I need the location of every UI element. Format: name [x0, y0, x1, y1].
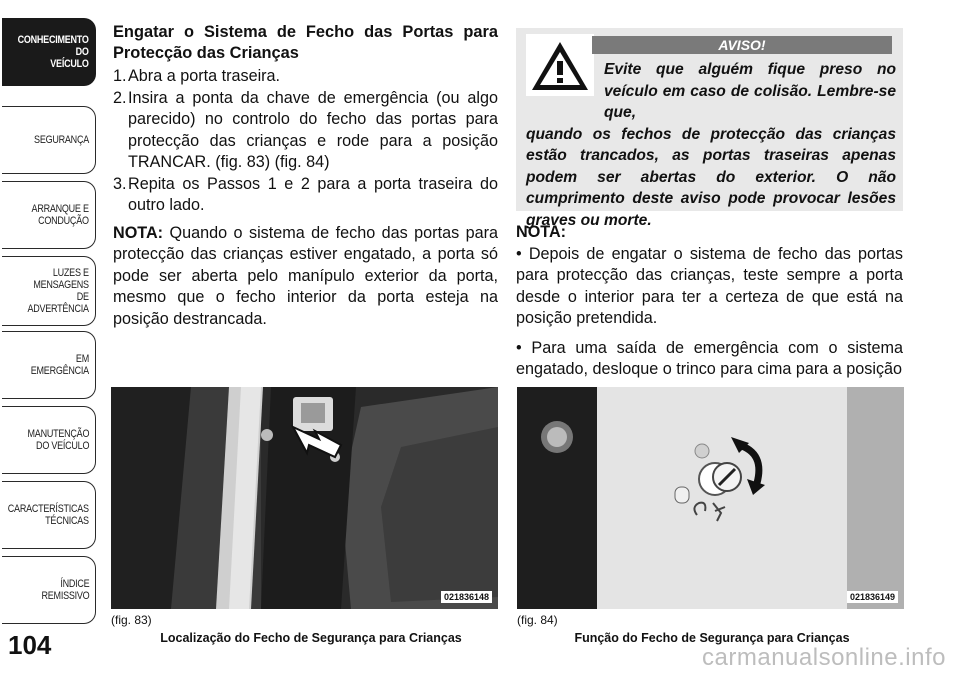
watermark: carmanualsonline.info	[702, 644, 946, 671]
figure-code: 021836148	[441, 591, 492, 603]
warning-box	[516, 28, 903, 229]
lock-control-illustration	[517, 387, 904, 609]
step-item	[113, 174, 498, 217]
tab-arranque-e-conducao[interactable]	[2, 181, 96, 249]
tab-label: MANUTENÇÃO DO VEÍCULO	[27, 428, 89, 452]
step-text: Repita os Passos 1 e 2 para a porta traseira do outro lado.	[128, 174, 498, 214]
tab-luzes-e-mensagens[interactable]	[2, 256, 96, 326]
tab-label: ARRANQUE E CONDUÇÃO	[31, 203, 89, 227]
figure-code: 021836149	[847, 591, 898, 603]
note-label: NOTA:	[113, 223, 164, 242]
warning-title: AVISO!	[592, 36, 892, 54]
right-column	[516, 222, 903, 389]
step-text: Abra a porta traseira.	[128, 67, 281, 85]
tab-label: ÍNDICE REMISSIVO	[41, 578, 89, 602]
warning-text-rest: quando os fechos de protecção das crianças estão trancados, as portas traseiras apenas podem ser abertas do exterior. O não cumprimento deste aviso pode provocar lesões graves ou morte.	[526, 125, 896, 229]
tab-caracteristicas-tecnicas[interactable]	[2, 481, 96, 549]
step-item	[113, 88, 498, 174]
step-item	[113, 66, 498, 88]
tab-manutencao-do-veiculo[interactable]	[2, 406, 96, 474]
section-heading: Engatar o Sistema de Fecho das Portas para Protecção das Crianças	[113, 23, 498, 62]
figure-caption: Localização do Fecho de Segurança para Crianças	[160, 631, 462, 645]
note-text: Quando o sistema de fecho das portas para protecção das crianças estiver engatado, a porta só pode ser aberta pelo manípulo exterior da porta, mesmo que o fecho interior da porta esteja na posição destrancada.	[113, 223, 499, 328]
step-number: 1.	[113, 67, 127, 85]
tab-seguranca[interactable]	[2, 106, 96, 174]
step-text: Insira a ponta da chave de emergência (ou algo parecido) no controlo do fecho das portas para protecção das crianças e rode para a posição TRANCAR. (fig. 83) (fig. 84)	[128, 88, 498, 171]
tab-conhecimento-do-veiculo[interactable]	[2, 18, 96, 86]
note-paragraph	[113, 223, 498, 331]
tab-label: CARACTERÍSTICAS TÉCNICAS	[7, 503, 89, 527]
tab-indice-remissivo[interactable]	[2, 556, 96, 624]
figure-label: (fig. 83)	[111, 613, 152, 627]
tab-label: CONHECIMENTO DO VEÍCULO	[17, 34, 89, 70]
left-column	[113, 22, 498, 330]
tab-em-emergencia[interactable]	[2, 331, 96, 399]
step-number: 2.	[113, 88, 127, 107]
bullet-item: • Depois de engatar o sistema de fecho das portas para protecção das crianças, teste sempre a porta desde o interior para ter a certeza de que está na posição pretendida.	[516, 244, 903, 327]
bullet-item: • Para uma saída de emergência com o sistema engatado, desloque o trinco para cima para a posição	[516, 338, 903, 378]
figure-83-image	[111, 387, 498, 609]
tab-label: EM EMERGÊNCIA	[30, 353, 89, 377]
door-edge-illustration	[111, 387, 498, 609]
step-number: 3.	[113, 174, 127, 193]
note-label: NOTA:	[516, 223, 567, 241]
figure-caption: Função do Fecho de Segurança para Crianças	[574, 631, 850, 645]
warning-text-line1: Evite que alguém fique preso no veículo em caso de colisão. Lembre-se que,	[604, 61, 896, 121]
figure-84-image	[517, 387, 904, 609]
tab-label: LUZES E MENSAGENS DE ADVERTÊNCIA	[27, 267, 89, 315]
page-number: 104	[8, 630, 52, 660]
warning-text	[526, 59, 896, 231]
figure-label: (fig. 84)	[517, 613, 558, 627]
tab-label: SEGURANÇA	[34, 134, 89, 146]
